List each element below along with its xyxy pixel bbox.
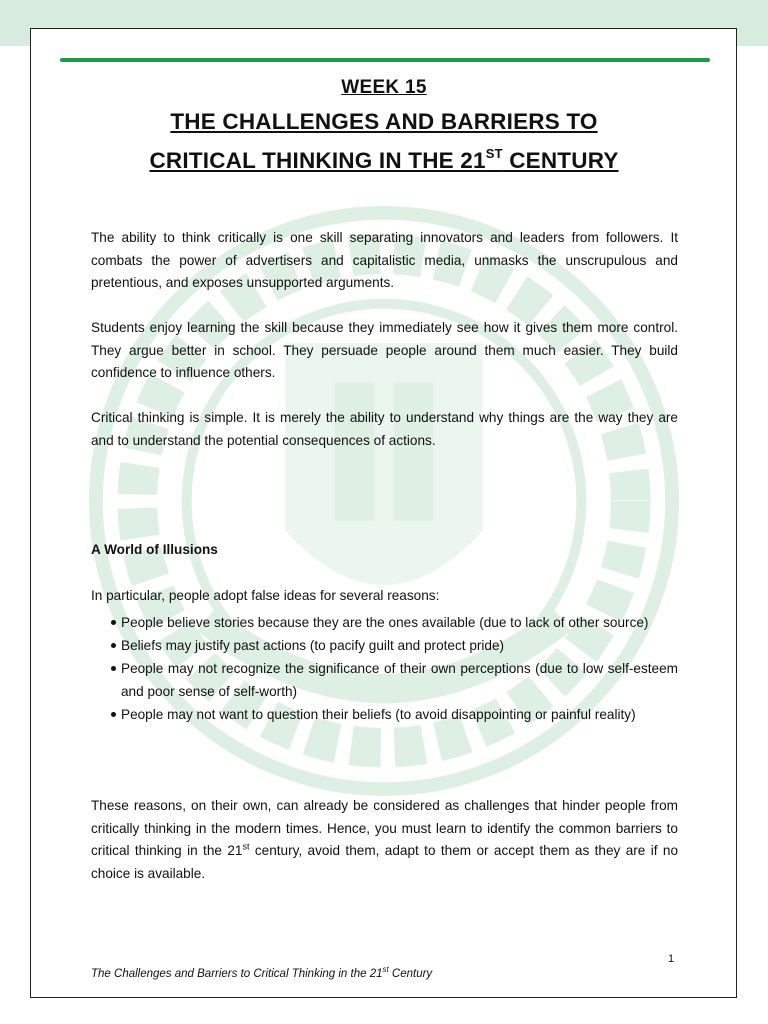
- footer-text: The Challenges and Barriers to Critical Thinking in the 21st Century: [91, 965, 433, 980]
- page-number: 1: [668, 953, 675, 965]
- title-line-1: THE CHALLENGES AND BARRIERS TO: [170, 109, 598, 134]
- title-line-2: CRITICAL THINKING IN THE 21ST CENTURY: [149, 146, 619, 173]
- bullet-icon: [111, 643, 116, 648]
- section-heading: A World of Illusions: [91, 542, 218, 557]
- paragraph-1: The ability to think critically is one skill separating innovators and leaders from followers. It combats the power of advertisers and capitalistic media, unmasks the unscrupulous and pretentious, and exposes unsupported arguments.: [91, 230, 678, 290]
- list-item: People may not recognize the significance of their own perceptions (due to low self-esteem and poor sense of self-worth): [91, 657, 678, 703]
- list-item: People may not want to question their beliefs (to avoid disappointing or painful reality): [91, 703, 678, 726]
- paragraph-2: Students enjoy learning the skill because they immediately see how it gives them more control. They argue better in school. They persuade people around them much easier. They build confidence to influence others.: [91, 320, 678, 380]
- paragraph-3: Critical thinking is simple. It is merely the ability to understand why things are the way they are and to understand the potential consequences of actions.: [91, 410, 678, 448]
- week-label: WEEK 15: [341, 77, 427, 98]
- list-item: Beliefs may justify past actions (to pacify guilt and protect pride): [91, 634, 678, 657]
- reasons-list: [91, 611, 678, 726]
- paragraph-4: These reasons, on their own, can already be considered as challenges that hinder people from critically thinking in the modern times. Hence, you must learn to identify the common barriers to critical thinking in the 21st century, avoid them, adapt to them or accept them as they are if no choice is available.: [91, 798, 679, 881]
- bullet-icon: [111, 712, 116, 717]
- bullet-icon: [111, 666, 116, 671]
- list-intro: In particular, people adopt false ideas for several reasons:: [91, 588, 440, 603]
- list-item: People believe stories because they are the ones available (due to lack of other source): [91, 611, 678, 634]
- bullet-icon: [111, 620, 116, 625]
